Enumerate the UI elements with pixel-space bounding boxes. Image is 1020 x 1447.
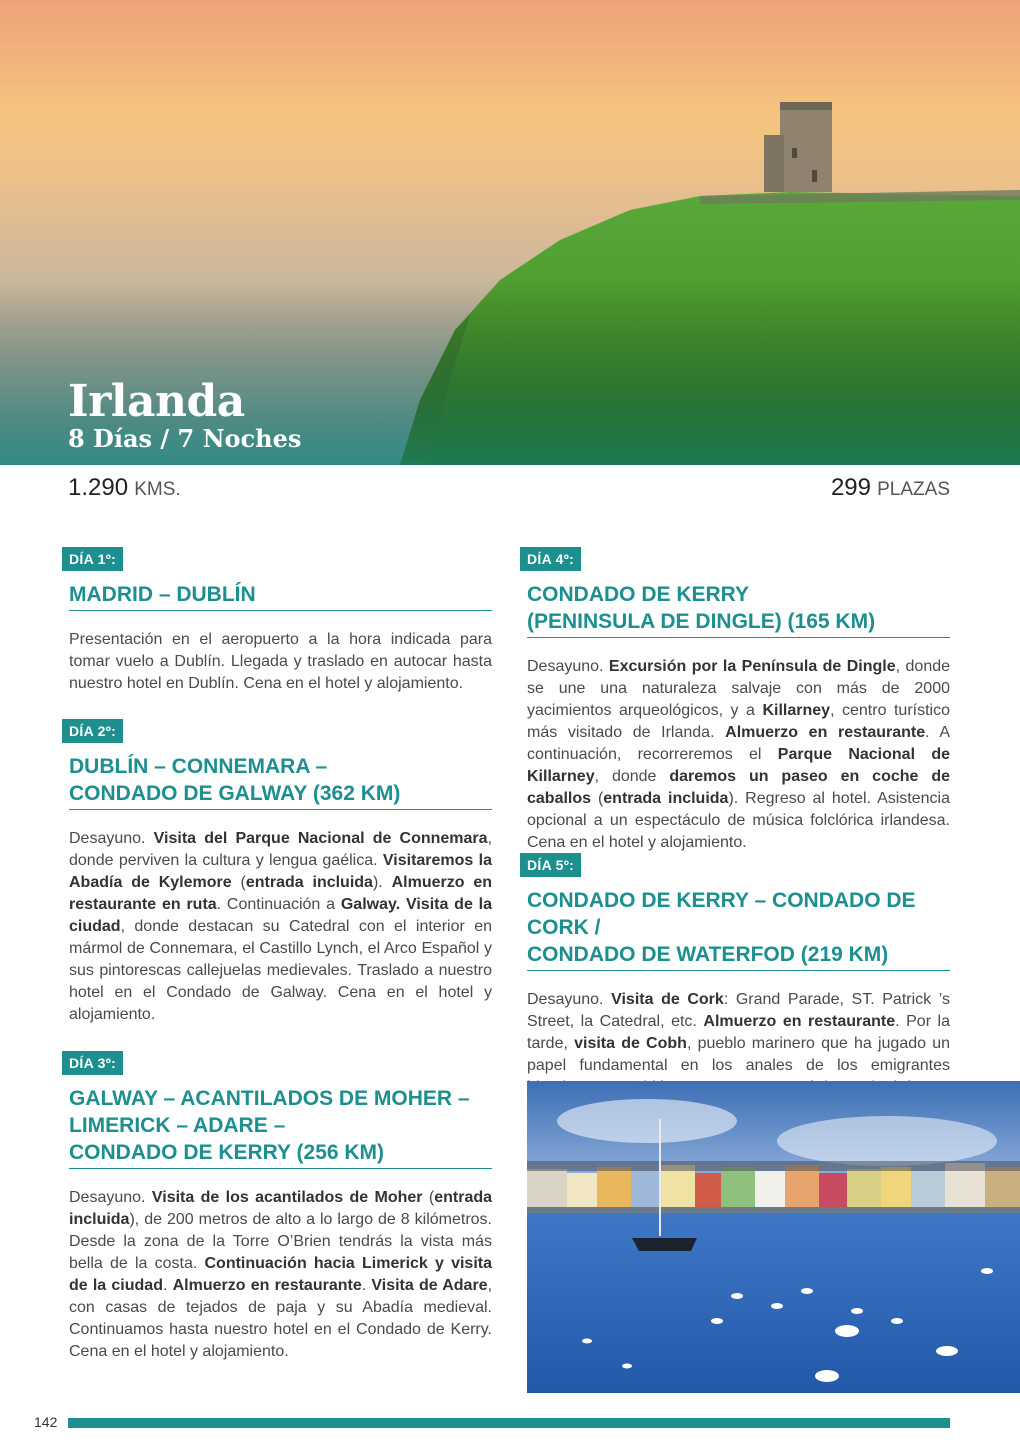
seats-value: 299 (830, 474, 871, 501)
day-title-line: (PENINSULA DE DINGLE) (165 KM) (527, 610, 876, 633)
day-title-line: CONDADO DE KERRY (527, 583, 750, 606)
day-title-line: LIMERICK – ADARE – (69, 1114, 286, 1137)
day-title (69, 581, 492, 611)
day-badge: DÍA 1º: (62, 547, 123, 571)
hero-image (0, 0, 1020, 465)
day-title-line: CONDADO DE KERRY – CONDADO DE CORK / (527, 889, 916, 939)
day-description: Presentación en el aeropuerto a la hora indicada para tomar vuelo a Dublín. Llegada y traslado en autocar hasta nuestro hotel en Dublín. Cena en el hotel y alojamiento. (69, 631, 492, 692)
distance-value: 1.290 (68, 474, 129, 501)
day-title (527, 887, 950, 971)
footer-bar (68, 1418, 950, 1428)
seats-unit: PLAZAS (877, 479, 950, 500)
day-title-line: DUBLÍN – CONNEMARA – (69, 755, 328, 778)
day-title-line: MADRID – DUBLÍN (69, 583, 256, 606)
day-4-section (520, 547, 950, 854)
day-1-section (62, 547, 492, 695)
day-title-line: GALWAY – ACANTILADOS DE MOHER – (69, 1087, 470, 1110)
day-badge: DÍA 5º: (520, 853, 581, 877)
day-description: Desayuno. Visita de Cork: Grand Parade, ST. Patrick ’s Street, la Catedral, etc. Almuerzo en restaurante. Por la tarde, visita de Cobh, pueblo marinero que ha jugado un papel fundamental en los anales de los emigrantes (527, 991, 951, 1074)
seats-stat (831, 474, 950, 502)
day-title (69, 753, 492, 810)
distance-unit: KMS. (134, 479, 181, 500)
day-5-section (520, 853, 950, 1099)
day-badge: DÍA 2º: (62, 719, 123, 743)
day-description: Desayuno. Visita de los acantilados de Moher (entrada incluida), de 200 metros de alto a lo largo de 8 kilómetros. Desde la zona de la Torre O’Brien tendrás la vista más bella de la costa. Continuación hacia Limerick y visita de la ciudad. Almuerzo en restaurante. Visita de Adare, con casas de tejados de paja y su Abadía medieval. Continuamos hasta nuestro hotel en el Condado de Kerry. Cena en el hotel y alojamiento. (69, 1189, 493, 1360)
day-2-section (62, 719, 492, 1026)
day-title (527, 581, 950, 638)
destination-title: Irlanda (68, 376, 245, 427)
day-title (69, 1085, 492, 1169)
day-title-line: CONDADO DE KERRY (256 KM) (69, 1141, 385, 1164)
day-title-line: CONDADO DE WATERFOD (219 KM) (527, 943, 889, 966)
day-description: Desayuno. Excursión por la Península de Dingle, donde se une una naturaleza salvaje con más de 2000 yacimientos arqueológicos, y a Killarney, centro turístico más visitado de Irlanda. Almuerzo en restaurante. A continuación, recorreremos el Parque Nacional de Killarney, donde daremos un paseo en coche de caballos (entrada incluida). Regreso al hotel. Asistencia opcional a un espectáculo de música folclórica irlandesa. Cena en el hotel y alojamiento. (527, 658, 951, 851)
harbour-photo (527, 1081, 1020, 1393)
day-3-section (62, 1051, 492, 1363)
day-badge: DÍA 4º: (520, 547, 581, 571)
day-badge: DÍA 3º: (62, 1051, 123, 1075)
day-description: Desayuno. Visita del Parque Nacional de Connemara, donde perviven la cultura y lengua gaélica. Visitaremos la Abadía de Kylemore (entrada incluida). Almuerzo en restaurante en ruta. Continuación a Galway. Visita de la ciudad, donde destacan su Catedral con el interior en mármol de Connemara, el Castillo Lynch, el Arco Español y sus pintorescas callejuelas medievales. Traslado a nuestro hotel en el Condado de Galway. Cena en el hotel y alojamiento. (69, 830, 493, 1023)
day-title-line: CONDADO DE GALWAY (362 KM) (69, 782, 401, 805)
duration-subtitle: 8 Días / 7 Noches (68, 424, 302, 453)
distance-stat (68, 474, 181, 502)
page-number: 142 (34, 1414, 58, 1430)
